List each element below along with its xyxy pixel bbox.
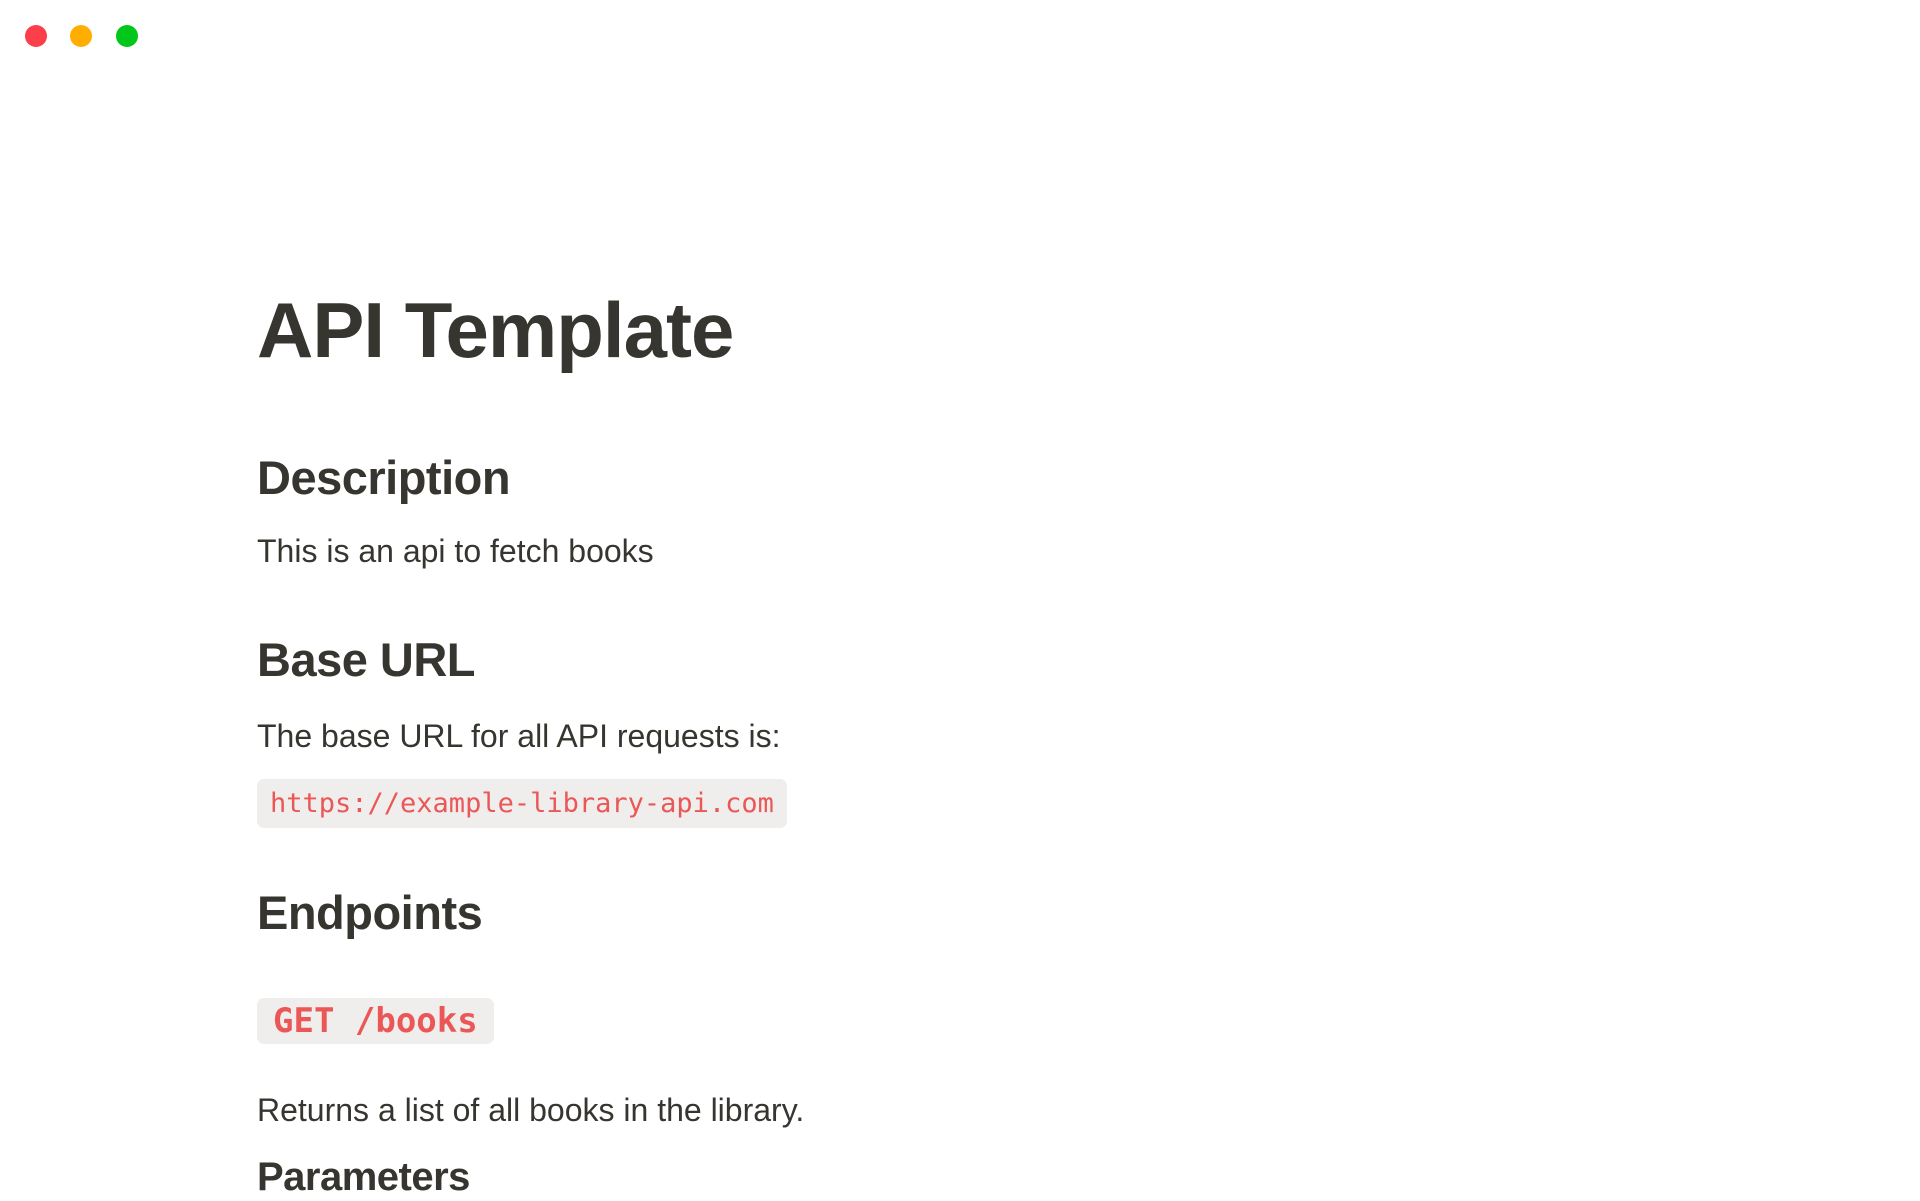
fullscreen-button[interactable]	[116, 25, 138, 47]
endpoint-code-line	[257, 998, 494, 1044]
base-url-text[interactable]: The base URL for all API requests is:	[257, 718, 781, 754]
heading-parameters-clipped[interactable]: Parameters	[257, 1155, 470, 1199]
page-title[interactable]: API Template	[257, 286, 734, 374]
heading-endpoints[interactable]: Endpoints	[257, 886, 483, 939]
base-url-code-line	[257, 779, 787, 828]
window-controls	[25, 25, 157, 47]
heading-description[interactable]: Description	[257, 451, 511, 504]
endpoint-description-text[interactable]: Returns a list of all books in the library.	[257, 1092, 805, 1128]
base-url-code-chip[interactable]: https://example-library-api.com	[257, 779, 787, 828]
minimize-button[interactable]	[70, 25, 92, 47]
close-button[interactable]	[25, 25, 47, 47]
description-text[interactable]: This is an api to fetch books	[257, 533, 654, 569]
heading-base-url[interactable]: Base URL	[257, 633, 476, 686]
endpoint-get-books-chip[interactable]: GET /books	[257, 998, 494, 1044]
document-page	[257, 0, 1557, 1199]
